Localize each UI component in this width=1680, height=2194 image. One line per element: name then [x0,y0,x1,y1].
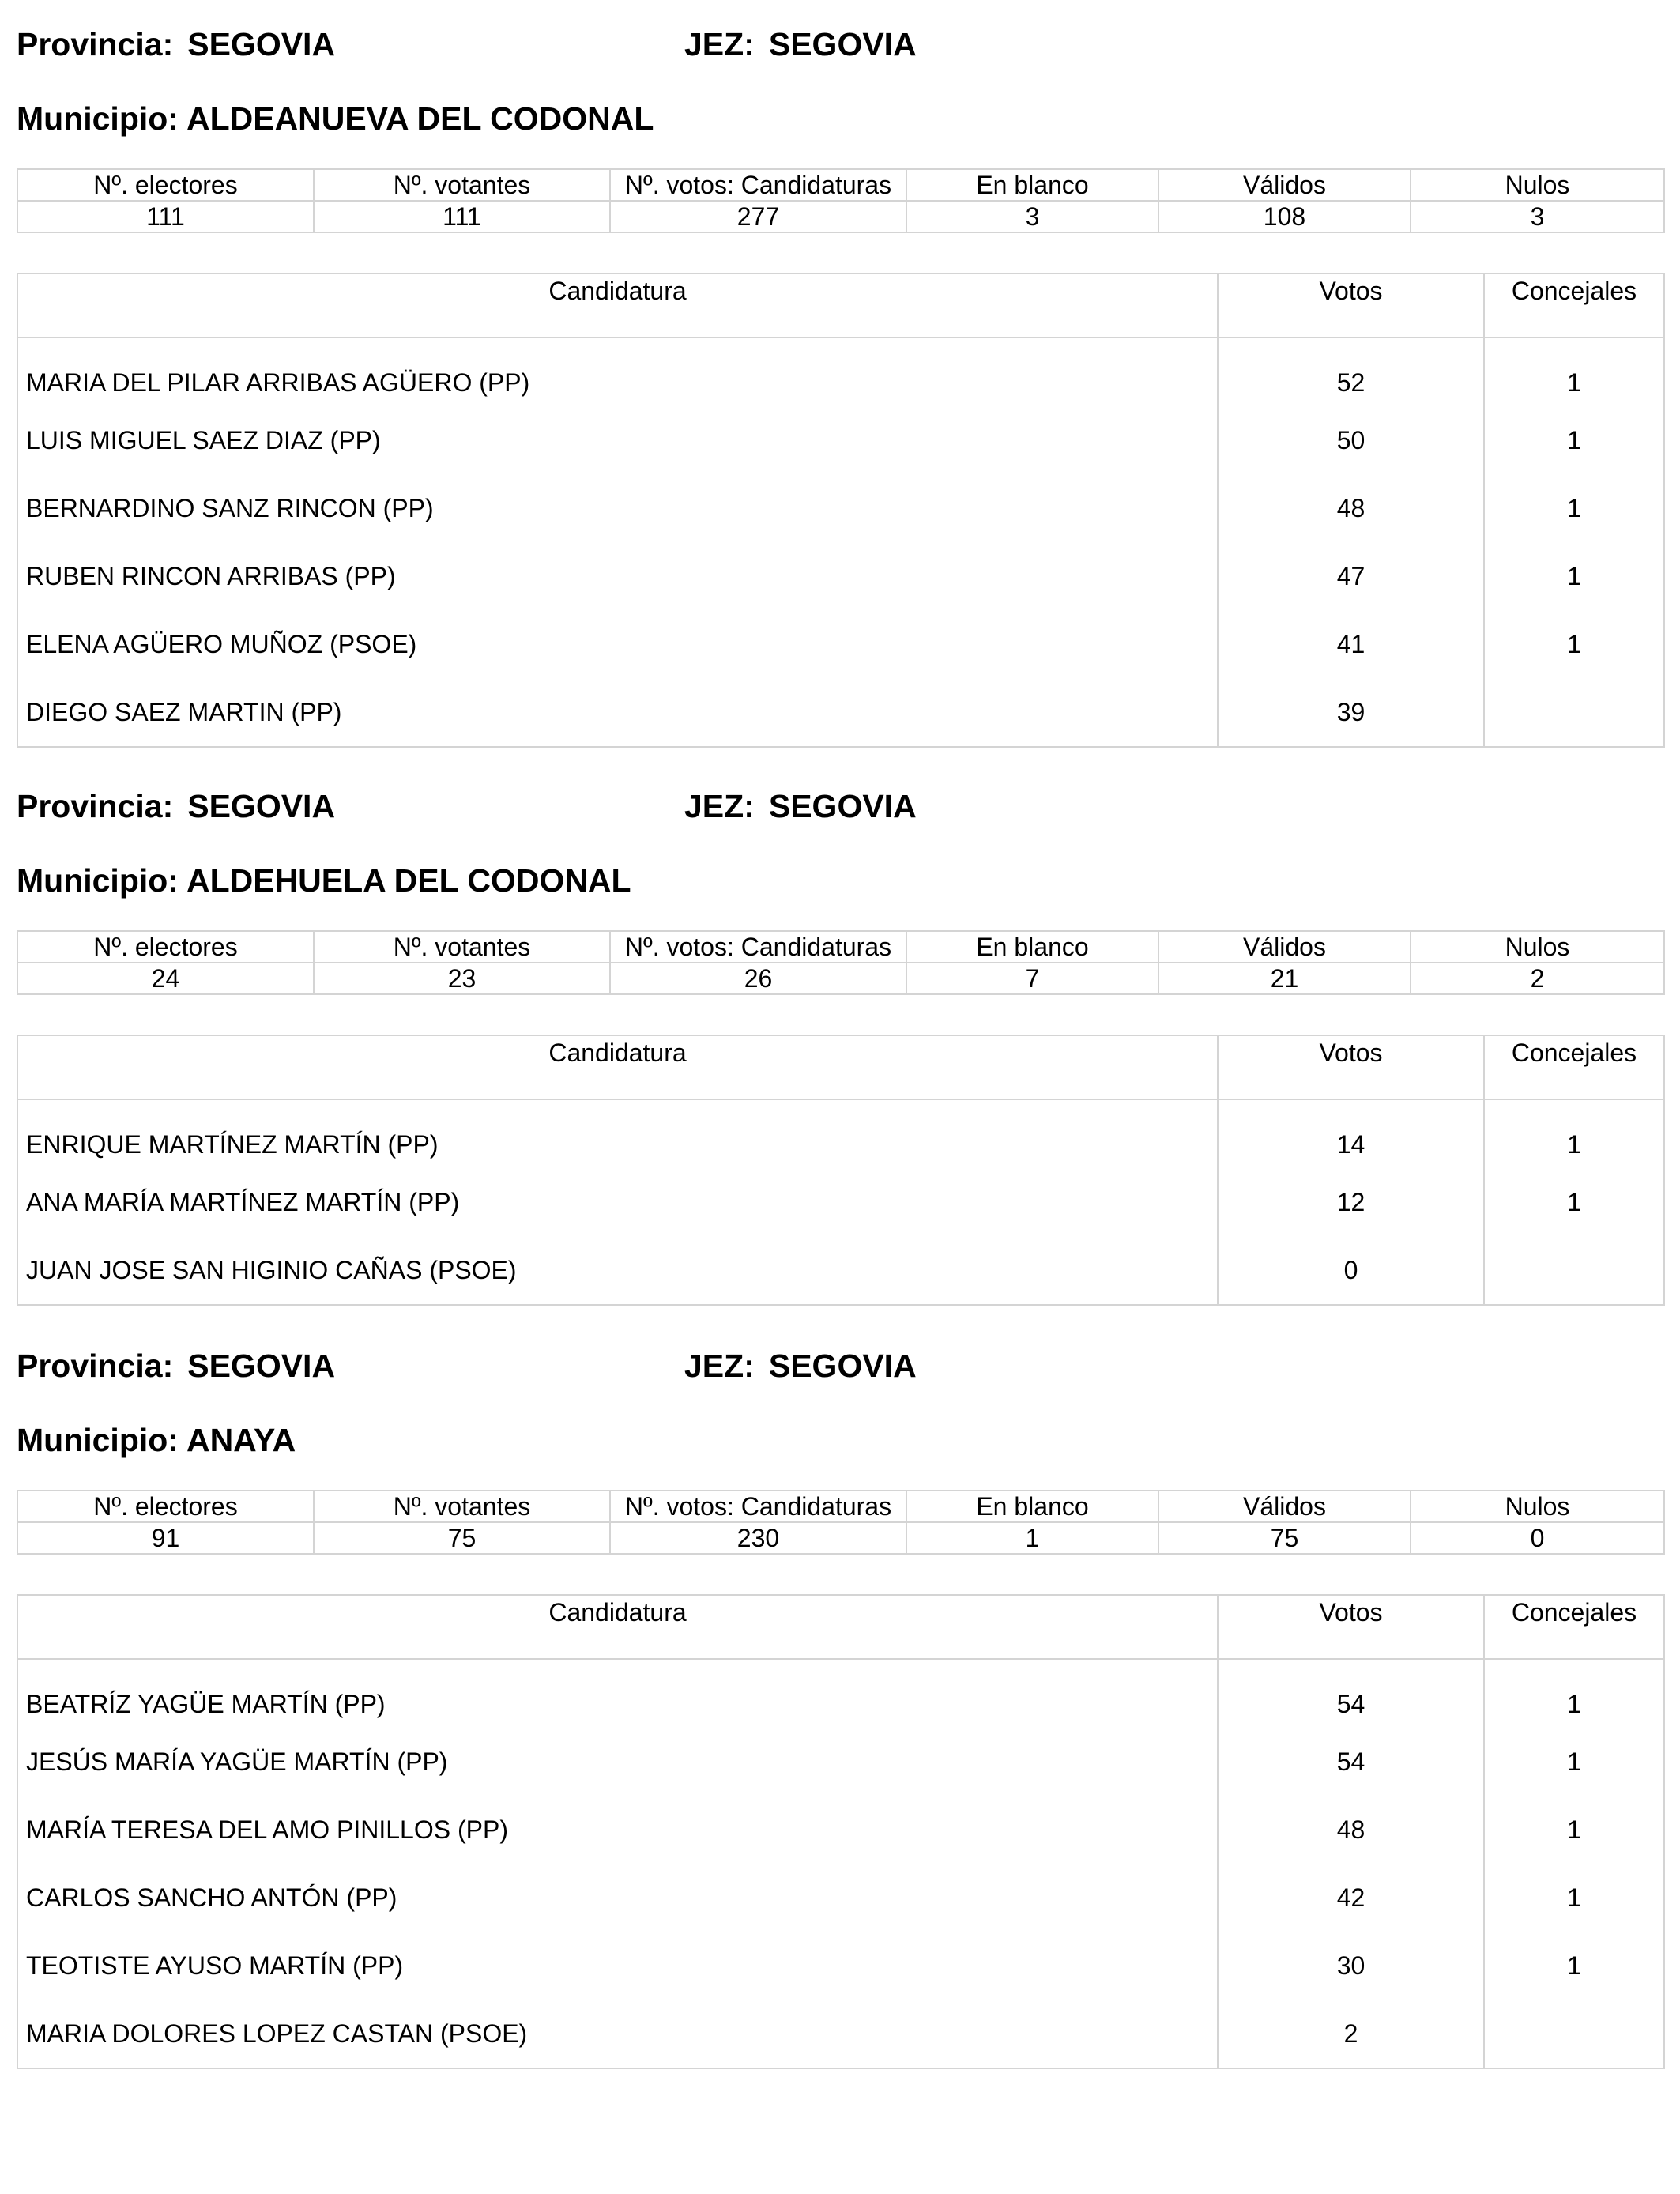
candidate-name: ENRIQUE MARTÍNEZ MARTÍN (PP) [17,1099,1218,1168]
stats-header-cell: Nº. votantes [314,1491,610,1522]
candidate-name: MARIA DEL PILAR ARRIBAS AGÜERO (PP) [17,337,1218,406]
municipio-heading [17,861,631,899]
candidate-concejales: 1 [1484,610,1664,678]
jez-label: JEZ: [684,1348,755,1384]
candidate-row [17,1659,1664,1728]
candidate-name: ANA MARÍA MARTÍNEZ MARTÍN (PP) [17,1168,1218,1236]
stats-header-cell: En blanco [906,1491,1158,1522]
candidate-row [17,1099,1664,1168]
provincia-heading [17,787,335,825]
stats-header-cell: Nº. votos: Candidaturas [610,169,906,201]
candidate-votos: 54 [1218,1659,1484,1728]
candidate-votos: 30 [1218,1932,1484,2000]
jez-value: SEGOVIA [768,1348,917,1384]
votos-header: Votos [1218,1035,1484,1099]
candidate-name: JESÚS MARÍA YAGÜE MARTÍN (PP) [17,1728,1218,1796]
candidates-table [17,273,1665,748]
municipio-value: ANAYA [186,1422,296,1458]
candidate-votos: 54 [1218,1728,1484,1796]
stats-value-cell: 21 [1158,963,1411,994]
candidate-concejales: 1 [1484,542,1664,610]
candidate-votos: 50 [1218,406,1484,474]
candidate-row [17,1796,1664,1864]
candidates-header-row [17,1595,1664,1659]
stats-value-cell: 26 [610,963,906,994]
stats-header-cell: Nulos [1411,169,1664,201]
jez-value: SEGOVIA [768,788,917,824]
candidate-name: BERNARDINO SANZ RINCON (PP) [17,474,1218,542]
candidate-name: MARIA DOLORES LOPEZ CASTAN (PSOE) [17,2000,1218,2068]
candidate-concejales [1484,1236,1664,1305]
provincia-heading [17,1347,335,1385]
stats-table [17,1490,1665,1555]
stats-header-cell: Nulos [1411,931,1664,963]
candidate-concejales: 1 [1484,1796,1664,1864]
stats-value-cell: 24 [17,963,314,994]
stats-value-cell: 23 [314,963,610,994]
concejales-header: Concejales [1484,273,1664,337]
candidate-name: CARLOS SANCHO ANTÓN (PP) [17,1864,1218,1932]
candidate-row [17,2000,1664,2068]
candidate-row [17,1168,1664,1236]
candidates-table [17,1594,1665,2069]
stats-value-cell: 3 [1411,201,1664,232]
candidate-row [17,542,1664,610]
candidate-row [17,1728,1664,1796]
candidate-concejales [1484,678,1664,747]
provincia-value: SEGOVIA [187,26,336,62]
stats-value-cell: 3 [906,201,1158,232]
candidate-concejales: 1 [1484,474,1664,542]
candidate-row [17,474,1664,542]
votos-header: Votos [1218,273,1484,337]
stats-header-cell: En blanco [906,169,1158,201]
candidate-name: LUIS MIGUEL SAEZ DIAZ (PP) [17,406,1218,474]
municipio-label: Municipio: [17,862,179,899]
candidate-concejales: 1 [1484,1659,1664,1728]
candidatura-header: Candidatura [17,1035,1218,1099]
stats-value-cell: 75 [314,1522,610,1554]
stats-value-row [17,1522,1664,1554]
provincia-heading [17,25,335,63]
candidate-votos: 39 [1218,678,1484,747]
votos-header: Votos [1218,1595,1484,1659]
candidate-row [17,1864,1664,1932]
candidate-concejales: 1 [1484,1099,1664,1168]
municipio-value: ALDEHUELA DEL CODONAL [186,862,631,899]
candidate-name: BEATRÍZ YAGÜE MARTÍN (PP) [17,1659,1218,1728]
candidate-concejales: 1 [1484,406,1664,474]
stats-value-cell: 2 [1411,963,1664,994]
concejales-header: Concejales [1484,1035,1664,1099]
candidate-row [17,337,1664,406]
candidate-row [17,678,1664,747]
candidate-row [17,610,1664,678]
provincia-value: SEGOVIA [187,1348,336,1384]
candidate-concejales: 1 [1484,1864,1664,1932]
stats-header-cell: Válidos [1158,931,1411,963]
stats-header-cell: Nulos [1411,1491,1664,1522]
candidate-concejales: 1 [1484,1728,1664,1796]
stats-table [17,930,1665,995]
stats-header-cell: Nº. electores [17,931,314,963]
candidate-votos: 48 [1218,1796,1484,1864]
candidate-row [17,406,1664,474]
stats-value-cell: 277 [610,201,906,232]
candidate-votos: 0 [1218,1236,1484,1305]
provincia-label: Provincia: [17,1348,174,1384]
stats-value-cell: 0 [1411,1522,1664,1554]
candidate-name: DIEGO SAEZ MARTIN (PP) [17,678,1218,747]
stats-value-cell: 1 [906,1522,1158,1554]
stats-header-cell: Nº. votantes [314,169,610,201]
stats-header-row [17,1491,1664,1522]
stats-header-cell: Nº. electores [17,1491,314,1522]
stats-value-cell: 108 [1158,201,1411,232]
candidate-votos: 14 [1218,1099,1484,1168]
candidate-name: JUAN JOSE SAN HIGINIO CAÑAS (PSOE) [17,1236,1218,1305]
stats-header-cell: Válidos [1158,1491,1411,1522]
candidates-table [17,1035,1665,1306]
stats-header-cell: En blanco [906,931,1158,963]
candidate-concejales: 1 [1484,1168,1664,1236]
candidate-votos: 41 [1218,610,1484,678]
stats-header-cell: Nº. votos: Candidaturas [610,931,906,963]
candidate-votos: 12 [1218,1168,1484,1236]
provincia-label: Provincia: [17,788,174,824]
municipio-heading [17,1421,296,1459]
jez-heading [684,25,917,63]
candidate-concejales [1484,2000,1664,2068]
jez-label: JEZ: [684,26,755,62]
stats-header-cell: Válidos [1158,169,1411,201]
jez-heading [684,1347,917,1385]
municipio-value: ALDEANUEVA DEL CODONAL [186,100,654,137]
stats-table [17,168,1665,233]
concejales-header: Concejales [1484,1595,1664,1659]
candidate-votos: 42 [1218,1864,1484,1932]
stats-value-cell: 111 [17,201,314,232]
stats-header-cell: Nº. electores [17,169,314,201]
candidate-concejales: 1 [1484,1932,1664,2000]
stats-header-row [17,169,1664,201]
stats-header-row [17,931,1664,963]
candidates-header-row [17,273,1664,337]
candidates-header-row [17,1035,1664,1099]
candidate-concejales: 1 [1484,337,1664,406]
candidate-votos: 2 [1218,2000,1484,2068]
stats-value-row [17,963,1664,994]
candidate-row [17,1236,1664,1305]
candidate-row [17,1932,1664,2000]
municipio-label: Municipio: [17,1422,179,1458]
municipio-heading [17,100,654,138]
stats-value-cell: 111 [314,201,610,232]
stats-value-cell: 91 [17,1522,314,1554]
provincia-label: Provincia: [17,26,174,62]
candidate-votos: 52 [1218,337,1484,406]
stats-value-cell: 7 [906,963,1158,994]
jez-label: JEZ: [684,788,755,824]
stats-header-cell: Nº. votantes [314,931,610,963]
candidate-votos: 47 [1218,542,1484,610]
stats-header-cell: Nº. votos: Candidaturas [610,1491,906,1522]
provincia-value: SEGOVIA [187,788,336,824]
candidate-name: TEOTISTE AYUSO MARTÍN (PP) [17,1932,1218,2000]
stats-value-cell: 75 [1158,1522,1411,1554]
jez-heading [684,787,917,825]
candidate-name: RUBEN RINCON ARRIBAS (PP) [17,542,1218,610]
stats-value-row [17,201,1664,232]
candidatura-header: Candidatura [17,1595,1218,1659]
municipio-label: Municipio: [17,100,179,137]
candidate-name: MARÍA TERESA DEL AMO PINILLOS (PP) [17,1796,1218,1864]
stats-value-cell: 230 [610,1522,906,1554]
candidatura-header: Candidatura [17,273,1218,337]
jez-value: SEGOVIA [768,26,917,62]
candidate-votos: 48 [1218,474,1484,542]
candidate-name: ELENA AGÜERO MUÑOZ (PSOE) [17,610,1218,678]
